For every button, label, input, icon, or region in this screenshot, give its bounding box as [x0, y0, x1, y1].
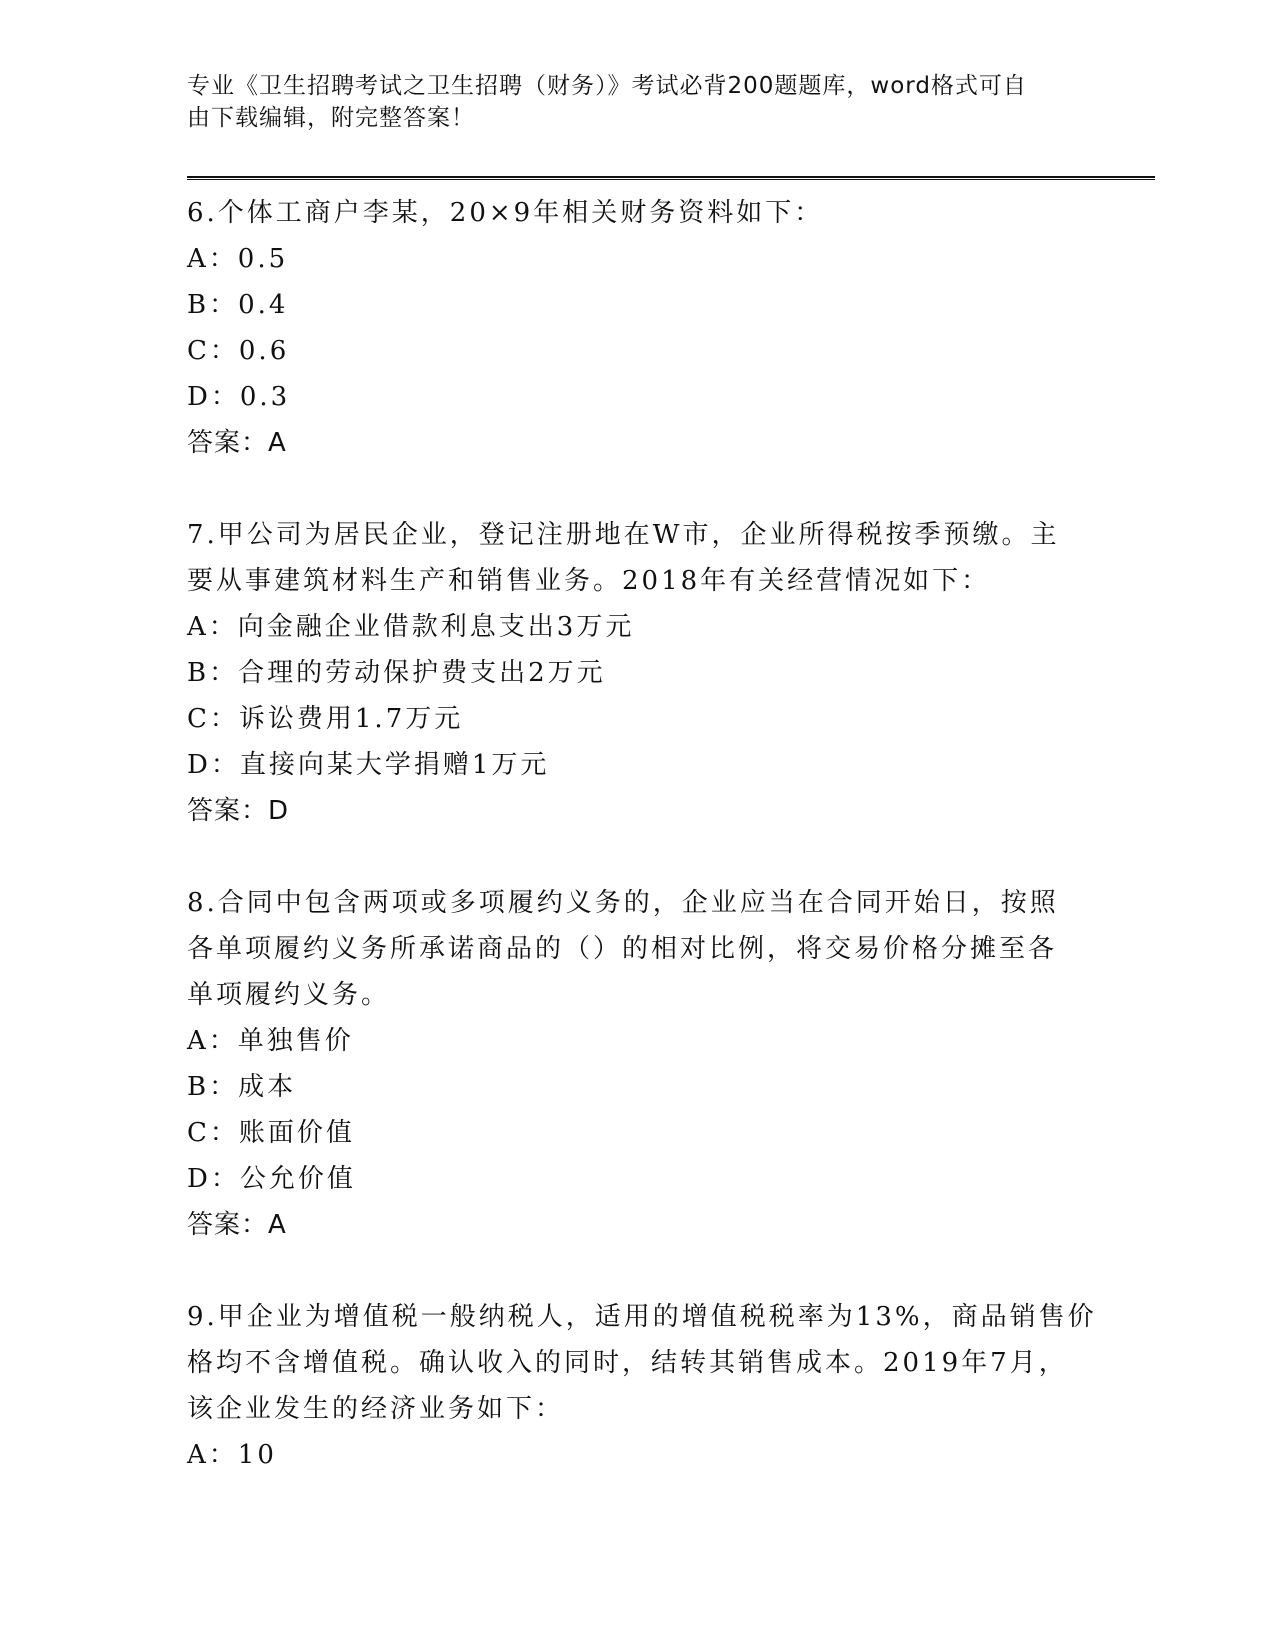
option-c: C：诉讼费用1.7万元 — [187, 704, 464, 734]
question-stem-line: 要从事建筑材料生产和销售业务。2018年有关经营情况如下： — [187, 566, 991, 596]
option-d: D：直接向某大学捐赠1万元 — [187, 750, 550, 780]
question-stem-line: 9.甲企业为增值税一般纳税人，适用的增值税税率为13%，商品销售价 — [187, 1302, 1097, 1332]
question-stem-line: 格均不含增值税。确认收入的同时，结转其销售成本。2019年7月， — [187, 1348, 1068, 1378]
header-line-1: 专业《卫生招聘考试之卫生招聘（财务）》考试必背200题题库，word格式可自 — [187, 73, 1027, 99]
option-b: B：成本 — [187, 1072, 297, 1102]
question-stem-line: 单项履约义务。 — [187, 980, 391, 1010]
option-b: B：合理的劳动保护费支出2万元 — [187, 658, 606, 688]
question-6 — [187, 190, 1087, 466]
question-stem-line: 8.合同中包含两项或多项履约义务的，企业应当在合同开始日，按照 — [187, 888, 1059, 918]
option-b: B：0.4 — [187, 290, 289, 320]
option-a: A：单独售价 — [187, 1026, 354, 1056]
question-9 — [187, 1294, 1097, 1478]
option-a: A：10 — [187, 1440, 277, 1470]
question-stem-line: 7.甲公司为居民企业，登记注册地在W市，企业所得税按季预缴。主 — [187, 520, 1060, 550]
question-stem-line: 6.个体工商户李某，20×9年相关财务资料如下： — [187, 198, 824, 228]
option-d: D：0.3 — [187, 382, 291, 412]
question-7 — [187, 512, 1087, 834]
question-8 — [187, 880, 1087, 1248]
option-a: A：0.5 — [187, 244, 289, 274]
option-c: C：账面价值 — [187, 1118, 355, 1148]
answer-line: 答案：A — [187, 1210, 287, 1240]
option-d: D：公允价值 — [187, 1164, 356, 1194]
option-a: A：向金融企业借款利息支出3万元 — [187, 612, 635, 642]
option-c: C：0.6 — [187, 336, 290, 366]
document-header — [187, 70, 1067, 134]
question-stem-line: 该企业发生的经济业务如下： — [187, 1394, 565, 1424]
answer-line: 答案：A — [187, 428, 287, 458]
question-list — [187, 190, 1097, 1478]
question-stem-line: 各单项履约义务所承诺商品的（）的相对比例，将交易价格分摊至各 — [187, 934, 1058, 964]
answer-line: 答案：D — [187, 796, 290, 826]
header-line-2: 由下载编辑，附完整答案！ — [187, 105, 475, 131]
header-divider — [187, 176, 1155, 180]
